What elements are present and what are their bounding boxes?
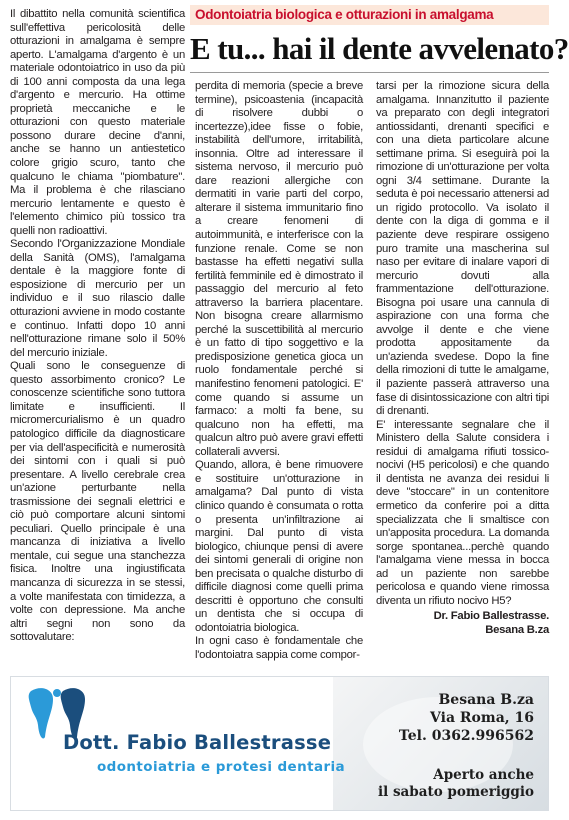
article-headline: E tu... hai il dente avvelenato? xyxy=(190,31,569,66)
article-column-2 xyxy=(195,80,363,661)
headline-divider xyxy=(190,72,549,73)
article-column-1 xyxy=(10,8,185,644)
ad-doctor-name: Dott. Fabio Ballestrasse xyxy=(63,731,332,754)
article-column-3 xyxy=(376,80,549,678)
article-paragraph: Secondo l'Organizzazione Mondiale della Sanità (OMS), l'amalgama dentale è la maggiore fonte di esposizione di mercurio per un individuo e il suo rilascio dalle otturazioni avviene in modo costante e continuo. Infatti dopo 10 anni nell'otturazione rimane solo il 50% del mercurio iniziale. xyxy=(10,238,185,359)
article-paragraph: Il dibattito nella comunità scientifica sull'effettiva pericolosità delle otturazioni in amalgama è sempre aperto. L'amalgama d'argento è un materiale odontoiatrico in uso da più di 100 anni composta da una lega d'argento e mercurio. Ha ottime proprietà meccaniche e le otturazioni con questo materiale possono durare decine d'anni, anche se hanno un antiestetico colore grigio scuro, tanto che qualcuno le chiama "piombature". Ma il problema è che rilasciano mercurio lentamente e questo è l'elemento chimico più tossico tra quelli non radioattivi. xyxy=(10,8,185,237)
signature-place: Besana B.za xyxy=(485,623,549,636)
article-kicker: Odontoiatria biologica e otturazioni in amalgama xyxy=(190,5,549,25)
ad-opening-hours xyxy=(334,767,534,801)
ad-phone: Tel. 0362.996562 xyxy=(398,728,534,744)
signature-name: Dr. Fabio Ballestrasse. xyxy=(433,610,549,623)
article-paragraph: Quali sono le conseguenze di questo assorbimento cronico? Le conoscenze scientifiche sono tuttora limitate e insufficienti. Il micromercurialismo è un quadro patologico difficile da diagnosticare per via dell'aspecificità e numerosità dei sintomi con i quali si può presentare. A livello cerebrale crea un'azione perturbante nella trasmissione dei segnali elettrici e ciò può comportare alcuni sintomi peculiari. Quello principale è una mancanza di iniziativa a livello mentale, cui segue una stanchezza fisica. Inoltre una ingiustificata mancanza di sicurezza in se stessi, a volte manifestata con timidezza, a volte con depressione. Ma anche altri segni non sono da sottovalutare: xyxy=(10,360,185,644)
ad-hours-line-1: Aperto anche xyxy=(433,767,534,783)
ad-address: Via Roma, 16 xyxy=(430,710,534,726)
article-paragraph: E' interessante segnalare che il Ministero della Salute considera i residui di amalgama rifiuti tossico-nocivi (H5 pericolosi) e che quando il dentista ne avanza dei residui li deve "stoccare" in un contenitore ermetico da conferire poi a ditta specializzata che li smaltisce con un'apposita procedura. La domanda sorge spontanea...perchè quando l'amalgama viene messa in bocca ad un paziente non sarebbe pericolosa e quando viene rimossa diventa un rifiuto nocivo H5? xyxy=(376,418,549,607)
article-signature xyxy=(376,610,549,637)
ad-specialty: odontoiatria e protesi dentaria xyxy=(97,759,346,775)
advertisement-banner xyxy=(10,676,549,811)
article-paragraph: perdita di memoria (specie a breve termine), psicoastenia (incapacità di risolvere dubbi o incertezze),idee fisse o fobie, instabilità dell'umore, irritabilità, insonnia. Oltre ad interessare il sistema nervoso, il mercurio può dare reazioni allergiche con dermatiti in varie parti del corpo, alterare il sistema immunitario fino a creare fenomeni di autoimmunità, e interferisce con la funzione renale. Come se non bastasse ha effetti negativi sulla fertilità femminile ed è dimostrato il passaggio del mercurio al feto attraverso la barriera placentare. Non bisogna creare allarmismo perché la suscettibilità al mercurio è un fatto di tipo soggettivo e la predisposizione genetica gioca un ruolo fondamentale perché si manifestino fenomeni patologici. E' come quando si assume un farmaco: a molti fa bene, su qualcuno non ha effetti, ma qualcun altro può avere gravi effetti collaterali avversi. xyxy=(195,80,363,458)
article-paragraph: In ogni caso è fondamentale che l'odontoiatra sappia come compor- xyxy=(195,635,363,661)
article-paragraph: Quando, allora, è bene rimuovere e sostituire un'otturazione in amalgama? Dal punto di vista clinico quando è consumata o rotta o presenta un'infiltrazione ai margini. Dal punto di vista biologico, chiunque pensi di avere dei sintomi generali di origine non ben precisata o qualche disturbo di difficile diagnosi come quelli prima descritti è opportuno che consulti un dentista che si occupa di odontoiatria biologica. xyxy=(195,459,363,634)
ad-hours-line-2: il sabato pomeriggio xyxy=(377,784,534,800)
article-paragraph: tarsi per la rimozione sicura della amalgama. Innanzitutto il paziente va preparato con degli integratori antiossidanti, drenanti specifici e con una dieta particolare alcune settimane prima. Si eseguirà poi la rimozione di un'otturazione per volta ogni 3/4 settimane. Durante la seduta è poi necessario attenersi ad un rigido protocollo. Va isolato il dente con la diga di gomma e il paziente deve respirare ossigeno puro tramite una mascherina sul naso per evitare di inalare vapori di mercurio dovuti alla frammentazione dell'otturazione. Bisogna poi usare una cannula di aspirazione con una forma che avvolge il dente e che viene prodotta appositamente da un'azienda svedese. Dopo la fine della rimozioni di tutte le amalgame, il paziente passerà attraverso una fase di disintossicazione con altri tipi di drenanti. xyxy=(376,80,549,418)
ad-contact-info xyxy=(344,691,534,745)
ad-city: Besana B.za xyxy=(438,692,534,708)
